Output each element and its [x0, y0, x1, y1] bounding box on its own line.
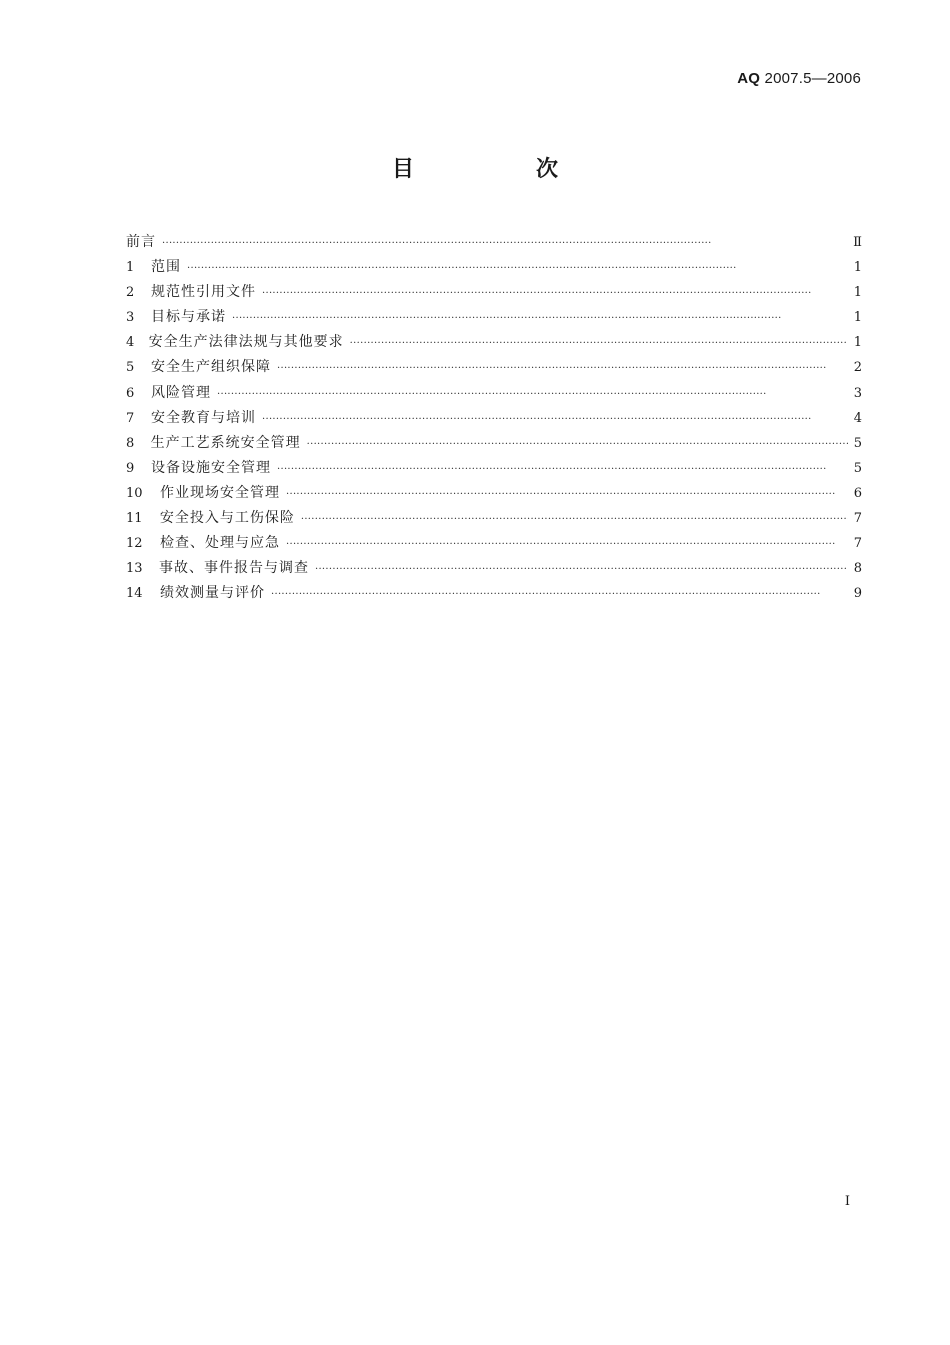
toc-entry-label: 检查、处理与应急	[160, 535, 280, 552]
toc-entry-number: 6	[126, 385, 135, 401]
toc-entry-1[interactable]	[126, 255, 862, 280]
toc-entry-label: 安全投入与工伤保险	[159, 510, 295, 527]
toc-leader-dots	[315, 557, 848, 582]
toc-leader-dots	[286, 532, 848, 557]
toc-leader-dots	[307, 432, 848, 457]
toc-entry-number: 9	[126, 460, 135, 476]
toc-leader-dots	[262, 407, 848, 432]
toc-entry-page: Ⅱ	[853, 235, 862, 250]
toc-entry-label: 安全生产组织保障	[151, 359, 271, 376]
toc-entry-number: 11	[126, 511, 143, 527]
toc-entry-number: 4	[126, 335, 135, 351]
toc-entry-8[interactable]	[126, 431, 862, 456]
footer-page-number: Ⅰ	[844, 1194, 850, 1209]
toc-entry-page: 4	[853, 410, 862, 426]
toc-entry-number: 2	[126, 285, 135, 301]
toc-entry-11[interactable]	[126, 506, 862, 531]
toc-leader-dots	[286, 482, 848, 507]
toc-entry-9[interactable]	[126, 456, 862, 481]
toc-entry-label: 作业现场安全管理	[160, 484, 280, 501]
toc-entry-foreword[interactable]	[126, 230, 862, 255]
toc-entry-12[interactable]	[126, 531, 862, 556]
toc-leader-dots	[301, 507, 848, 532]
toc-leader-dots	[350, 331, 848, 356]
toc-entry-page: 1	[853, 285, 862, 301]
toc-entry-label: 生产工艺系统安全管理	[150, 434, 301, 451]
toc-entry-number: 12	[126, 536, 143, 552]
toc-entry-page: 5	[853, 460, 862, 476]
toc-entry-page: 7	[853, 511, 862, 527]
toc-entry-page: 9	[853, 586, 862, 602]
standard-prefix: AQ	[737, 70, 761, 87]
toc-entry-label: 范围	[151, 259, 181, 276]
toc-entry-page: 1	[853, 260, 862, 276]
toc-entry-number: 8	[126, 435, 135, 451]
toc-entry-number: 10	[126, 485, 143, 501]
table-of-contents	[126, 230, 862, 606]
toc-entry-label: 风险管理	[151, 384, 211, 401]
toc-entry-4[interactable]	[126, 330, 862, 355]
toc-entry-2[interactable]	[126, 280, 862, 305]
toc-entry-10[interactable]	[126, 481, 862, 506]
toc-leader-dots	[187, 256, 848, 281]
toc-entry-number: 3	[126, 310, 135, 326]
toc-entry-label: 规范性引用文件	[151, 284, 256, 301]
toc-leader-dots	[277, 457, 848, 482]
toc-entry-number: 7	[126, 410, 135, 426]
toc-leader-dots	[217, 382, 848, 407]
toc-entry-page: 8	[853, 561, 862, 577]
toc-title: 目 次	[391, 157, 608, 182]
toc-entry-label: 事故、事件报告与调查	[158, 560, 309, 577]
toc-entry-page: 5	[853, 435, 862, 451]
toc-entry-5[interactable]	[126, 355, 862, 380]
toc-entry-label: 安全教育与培训	[151, 409, 256, 426]
toc-entry-label: 绩效测量与评价	[160, 585, 265, 602]
toc-entry-page: 7	[853, 536, 862, 552]
toc-leader-dots	[162, 231, 848, 256]
toc-entry-label: 前言	[126, 234, 156, 250]
toc-leader-dots	[232, 306, 848, 331]
toc-entry-number: 13	[126, 561, 143, 577]
toc-entry-number: 1	[126, 260, 135, 276]
toc-leader-dots	[271, 582, 848, 607]
toc-entry-6[interactable]	[126, 381, 862, 406]
toc-entry-number: 14	[126, 586, 143, 602]
toc-leader-dots	[277, 356, 848, 381]
toc-entry-14[interactable]	[126, 581, 862, 606]
toc-entry-label: 目标与承诺	[151, 309, 226, 326]
toc-entry-3[interactable]	[126, 305, 862, 330]
toc-leader-dots	[262, 281, 848, 306]
toc-entry-13[interactable]	[126, 556, 862, 581]
toc-entry-page: 2	[853, 360, 862, 376]
standard-number: 2007.5—2006	[764, 70, 861, 87]
toc-entry-number: 5	[126, 360, 135, 376]
standard-code	[737, 70, 861, 87]
toc-entry-label: 设备设施安全管理	[151, 459, 271, 476]
toc-entry-7[interactable]	[126, 406, 862, 431]
toc-entry-page: 1	[853, 335, 862, 351]
toc-entry-page: 6	[853, 485, 862, 501]
toc-entry-page: 1	[853, 310, 862, 326]
toc-entry-label: 安全生产法律法规与其他要求	[148, 334, 344, 351]
toc-entry-page: 3	[853, 385, 862, 401]
